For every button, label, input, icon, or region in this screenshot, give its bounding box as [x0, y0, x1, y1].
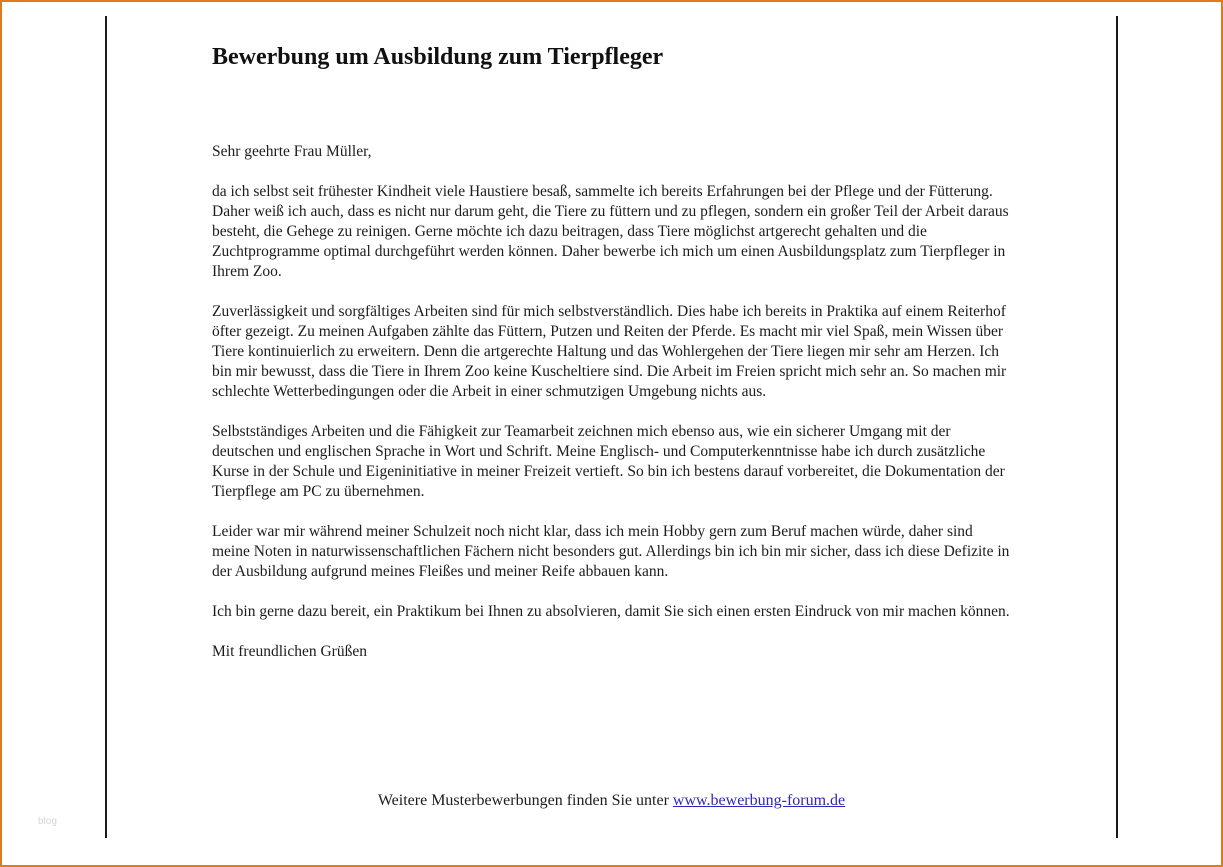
salutation: Sehr geehrte Frau Müller,: [212, 143, 372, 160]
footer-link[interactable]: www.bewerbung-forum.de: [672, 792, 846, 809]
footer: [0, 792, 1223, 810]
paragraph-3: Selbstständiges Arbeiten und die Fähigkeit zur Teamarbeit zeichnen mich ebenso aus, wie ein sicherer Umgang mit der deutschen und englischen Sprache in Wort und Schrift. Meine Englisch- und Computerkenntnisse habe ich durch zusätzliche Kurse in der Schule und Eigeninitiative in meiner Freizeit vertieft. So bin ich bestens darauf vorbereitet, die Dokumentation der Tierpflege am PC zu übernehmen.: [212, 423, 1005, 500]
paragraph-2: Zuverlässigkeit und sorgfältiges Arbeiten sind für mich selbstverständlich. Dies habe ich bereits in Praktika auf einem Reiterhof öfter gezeigt. Zu meinen Aufgaben zählte das Füttern, Putzen und Reiten der Pferde. Es macht mir viel Spaß, mein Wissen über Tiere kontinuierlich zu erweitern. Denn die artgerechte Haltung und das Wohlergehen der Tiere liegen mir sehr am Herzen. Ich bin mir bewusst, dass die Tiere in Ihrem Zoo keine Kuscheltiere sind. Die Arbeit im Freien spricht mich sehr an. So machen mir schlechte Wetterbedingungen oder die Arbeit in einer schmutzigen Umgebung nichts aus.: [212, 303, 1007, 400]
right-margin-rule: [1116, 16, 1118, 838]
watermark: blog: [38, 816, 57, 827]
closing: Mit freundlichen Grüßen: [212, 643, 367, 660]
paragraph-5: Ich bin gerne dazu bereit, ein Praktikum bei Ihnen zu absolvieren, damit Sie sich einen ersten Eindruck von mir machen können.: [212, 603, 1010, 620]
letter-title: Bewerbung um Ausbildung zum Tierpfleger: [212, 44, 664, 70]
paragraph-1: da ich selbst seit frühester Kindheit viele Haustiere besaß, sammelte ich bereits Erfahrungen bei der Pflege und der Fütterung. Daher weiß ich auch, dass es nicht nur darum geht, die Tiere zu füttern und zu pflegen, sondern ein großer Teil der Arbeit daraus besteht, die Gehege zu reinigen. Gerne möchte ich dazu beitragen, dass Tiere möglichst artgerecht gehalten und die Zuchtprogramme optimal durchgeführt werden können. Daher bewerbe ich mich um einen Ausbildungsplatz zum Tierpfleger in Ihrem Zoo.: [212, 183, 1009, 280]
letter-body: [212, 142, 1012, 682]
footer-text: Weitere Musterbewerbungen finden Sie unter: [377, 792, 673, 809]
left-margin-rule: [105, 16, 107, 838]
paragraph-4: Leider war mir während meiner Schulzeit noch nicht klar, dass ich mein Hobby gern zum Beruf machen würde, daher sind meine Noten in naturwissenschaftlichen Fächern nicht besonders gut. Allerdings bin ich bin mir sicher, dass ich diese Defizite in der Ausbildung aufgrund meines Fleißes und meiner Reife abbauen kann.: [212, 523, 1010, 580]
